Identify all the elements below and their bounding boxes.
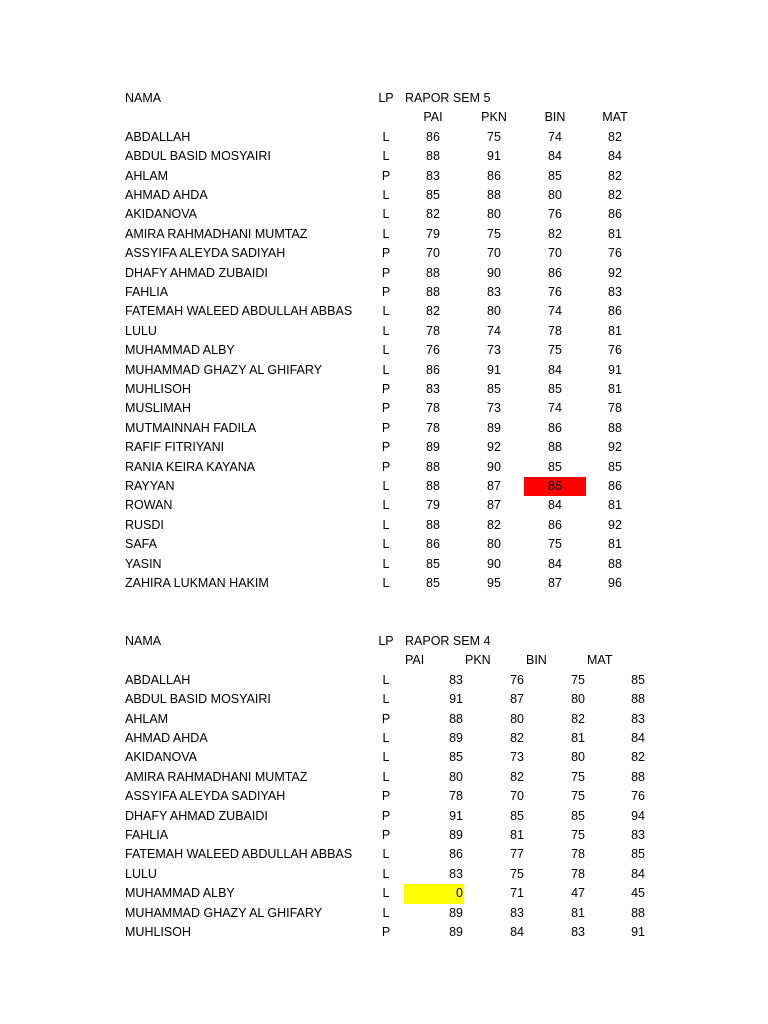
score-mat: 92	[608, 440, 622, 455]
score-bin: 78	[571, 847, 585, 862]
score-pkn: 89	[487, 420, 501, 435]
table-row	[0, 516, 768, 535]
student-name: AMIRA RAHMADHANI MUMTAZ	[125, 226, 308, 241]
score-bin: 76	[548, 285, 562, 299]
student-name: MUHLISOH	[125, 925, 191, 939]
student-name: ABDUL BASID MOSYAIRI	[125, 149, 271, 164]
table-row	[0, 865, 768, 884]
sem5-title-row	[0, 89, 768, 108]
score-mat: 92	[608, 265, 622, 280]
score-mat: 84	[608, 149, 622, 164]
table-row	[0, 477, 768, 496]
gender-code: P	[381, 925, 391, 939]
score-bin: 80	[571, 750, 585, 765]
student-name: FAHLIA	[125, 285, 169, 299]
subject-header-pai: PAI	[405, 653, 425, 668]
score-pai: 89	[426, 440, 440, 455]
score-pkn: 87	[487, 498, 501, 513]
gender-code: L	[382, 886, 390, 901]
table-row	[0, 128, 768, 147]
table-row	[0, 283, 768, 302]
student-name: ROWAN	[125, 498, 173, 513]
score-pkn: 70	[487, 246, 501, 261]
score-pkn: 75	[487, 226, 501, 241]
student-name: MUTMAINNAH FADILA	[125, 420, 257, 435]
score-pai: 88	[426, 149, 440, 164]
score-bin: 84	[548, 149, 562, 164]
score-bin: 74	[548, 129, 562, 144]
student-name: FATEMAH WALEED ABDULLAH ABBAS	[125, 304, 353, 319]
gender-code: L	[382, 750, 390, 765]
gender-code: P	[381, 382, 391, 396]
score-pkn: 73	[487, 401, 501, 416]
score-pkn: 73	[510, 750, 524, 765]
score-pai: 85	[426, 556, 440, 571]
table-row	[0, 923, 768, 942]
student-name: DHAFY AHMAD ZUBAIDI	[125, 808, 268, 823]
table-row	[0, 555, 768, 574]
score-pai: 86	[426, 537, 440, 552]
score-pai: 79	[426, 226, 440, 241]
score-bin: 85	[548, 168, 562, 183]
gender-code: L	[382, 207, 390, 222]
gender-code: P	[381, 459, 391, 474]
score-pkn: 84	[510, 925, 524, 939]
score-pkn: 82	[510, 769, 524, 784]
score-mat: 82	[608, 129, 622, 144]
table-row	[0, 167, 768, 186]
score-pkn: 90	[487, 459, 501, 474]
score-mat: 45	[631, 886, 645, 901]
gender-code: P	[381, 285, 391, 299]
score-pai: 76	[426, 343, 440, 358]
score-mat: 85	[608, 459, 622, 474]
score-pkn: 76	[510, 672, 524, 687]
score-pai: 78	[449, 789, 463, 804]
score-pai: 80	[449, 769, 463, 784]
student-name: ABDUL BASID MOSYAIRI	[125, 692, 271, 707]
gender-code: L	[382, 866, 390, 881]
score-mat: 76	[631, 789, 645, 804]
table-row	[0, 884, 768, 903]
gender-code: L	[382, 129, 390, 144]
gender-code: L	[382, 188, 390, 202]
student-name: YASIN	[125, 556, 162, 571]
gender-code: L	[382, 517, 390, 532]
score-bin: 85	[548, 382, 562, 396]
score-pai: 83	[449, 672, 463, 687]
gender-code: P	[381, 440, 391, 455]
student-name: MUHAMMAD ALBY	[125, 343, 235, 358]
score-mat: 81	[608, 323, 622, 338]
score-pai: 70	[426, 246, 440, 261]
score-pai: 82	[426, 207, 440, 222]
student-name: AHLAM	[125, 168, 169, 183]
score-mat: 76	[608, 246, 622, 261]
gender-code: L	[382, 304, 390, 319]
table-row	[0, 710, 768, 729]
gender-code: L	[382, 537, 390, 552]
score-bin: 74	[548, 304, 562, 319]
table-row	[0, 768, 768, 787]
student-name: RUSDI	[125, 517, 164, 532]
table-row	[0, 748, 768, 767]
score-mat: 85	[631, 672, 645, 687]
table-row	[0, 690, 768, 709]
score-mat: 88	[608, 420, 622, 435]
score-pai: 88	[426, 265, 440, 280]
score-bin: 75	[548, 537, 562, 552]
table-row	[0, 399, 768, 418]
score-bin: 76	[548, 207, 562, 222]
student-name: AMIRA RAHMADHANI MUMTAZ	[125, 769, 308, 784]
student-name: RANIA KEIRA KAYANA	[125, 459, 256, 474]
score-bin: 75	[548, 343, 562, 358]
score-pkn: 91	[487, 362, 501, 377]
table-row	[0, 438, 768, 457]
score-mat: 85	[631, 847, 645, 862]
score-pai: 78	[426, 401, 440, 416]
score-mat: 91	[608, 362, 622, 377]
score-bin: 88	[548, 440, 562, 455]
table-row	[0, 671, 768, 690]
score-pkn: 82	[487, 517, 501, 532]
subject-header-pai: PAI	[423, 110, 443, 125]
score-mat: 96	[608, 576, 622, 590]
score-pkn: 83	[510, 905, 524, 920]
table-row	[0, 205, 768, 224]
sem4-subject-header-row	[0, 651, 768, 670]
gender-code: P	[381, 401, 391, 416]
score-bin: 80	[548, 188, 562, 202]
gender-code: L	[382, 498, 390, 513]
score-pai: 88	[449, 711, 463, 726]
subject-header-bin: BIN	[544, 110, 566, 125]
score-pai: 86	[449, 847, 463, 862]
score-mat: 81	[608, 226, 622, 241]
student-name: LULU	[125, 866, 157, 881]
score-pkn: 73	[487, 343, 501, 358]
score-mat: 91	[631, 925, 645, 939]
subject-header-mat: MAT	[602, 110, 628, 125]
score-mat: 81	[608, 498, 622, 513]
gender-code: P	[381, 711, 391, 726]
student-name: RAYYAN	[125, 479, 175, 493]
student-name: MUHAMMAD GHAZY AL GHIFARY	[125, 362, 323, 377]
score-pkn: 90	[487, 556, 501, 571]
score-bin: 75	[571, 828, 585, 842]
table-row	[0, 807, 768, 826]
score-bin: 84	[548, 556, 562, 571]
score-pai: 82	[426, 304, 440, 319]
student-name: SAFA	[125, 537, 157, 552]
table-row	[0, 147, 768, 166]
score-pai: 85	[449, 750, 463, 765]
gender-code: L	[382, 343, 390, 358]
score-pkn: 75	[487, 129, 501, 144]
score-mat: 88	[631, 692, 645, 707]
subject-header-bin: BIN	[526, 653, 547, 668]
score-pkn: 74	[487, 323, 501, 338]
gender-code: P	[381, 420, 391, 435]
score-pkn: 82	[510, 731, 524, 745]
gender-code: L	[382, 479, 390, 493]
score-pai: 83	[426, 168, 440, 183]
score-bin: 85	[548, 459, 562, 474]
score-bin: 75	[571, 789, 585, 804]
score-bin: 86	[548, 420, 562, 435]
score-mat: 82	[608, 188, 622, 202]
table-row	[0, 845, 768, 864]
table-row	[0, 496, 768, 515]
table-row	[0, 361, 768, 380]
gender-code: P	[381, 789, 391, 804]
score-mat: 86	[608, 207, 622, 222]
score-mat: 86	[608, 479, 622, 493]
score-bin: 83	[571, 925, 585, 939]
gender-code: P	[381, 246, 391, 261]
score-mat: 94	[631, 808, 645, 823]
score-pai: 89	[449, 905, 463, 920]
score-pkn: 71	[510, 886, 524, 901]
name-column-header: NAMA	[125, 634, 162, 648]
score-bin: 74	[548, 401, 562, 416]
table-row	[0, 322, 768, 341]
table-row	[0, 264, 768, 283]
score-pai: 89	[449, 731, 463, 745]
score-bin: 86	[548, 479, 562, 493]
score-mat: 83	[631, 711, 645, 726]
score-mat: 78	[608, 401, 622, 416]
score-mat: 88	[608, 556, 622, 571]
score-pai: 91	[449, 692, 463, 707]
score-pai: 88	[426, 479, 440, 493]
student-name: AKIDANOVA	[125, 207, 198, 222]
sem5-subject-header-row	[0, 108, 768, 127]
score-mat: 84	[631, 731, 645, 745]
subject-header-pkn: PKN	[481, 110, 507, 125]
sem5-report-title: RAPOR SEM 5	[405, 91, 491, 105]
table-row	[0, 458, 768, 477]
gender-code: L	[382, 769, 390, 784]
sem4-report-title: RAPOR SEM 4	[405, 634, 491, 648]
gender-code: L	[382, 556, 390, 571]
score-bin: 75	[571, 672, 585, 687]
score-pkn: 87	[510, 692, 524, 707]
score-bin: 82	[571, 711, 585, 726]
score-bin: 78	[548, 323, 562, 338]
student-name: ZAHIRA LUKMAN HAKIM	[125, 576, 269, 590]
score-mat: 82	[608, 168, 622, 183]
score-pai: 78	[426, 420, 440, 435]
student-name: MUHAMMAD GHAZY AL GHIFARY	[125, 905, 323, 920]
table-row	[0, 225, 768, 244]
score-pkn: 92	[487, 440, 501, 455]
score-pai: 89	[449, 828, 463, 842]
score-pai: 79	[426, 498, 440, 513]
student-name: AKIDANOVA	[125, 750, 198, 765]
score-mat: 88	[631, 769, 645, 784]
student-name: ASSYIFA ALEYDA SADIYAH	[125, 789, 286, 804]
lp-column-header: LP	[378, 91, 394, 105]
score-bin: 84	[548, 362, 562, 377]
student-name: FAHLIA	[125, 828, 169, 842]
score-pai: 86	[426, 362, 440, 377]
student-name: AHMAD AHDA	[125, 188, 208, 202]
table-row	[0, 535, 768, 554]
gender-code: L	[382, 692, 390, 707]
table-row	[0, 904, 768, 923]
score-pai: 85	[426, 576, 440, 590]
gender-code: P	[381, 168, 391, 183]
student-name: LULU	[125, 323, 157, 338]
score-pai: 88	[426, 517, 440, 532]
score-pai: 0	[456, 886, 463, 901]
student-name: MUHLISOH	[125, 382, 191, 396]
student-name: ABDALLAH	[125, 129, 191, 144]
table-row	[0, 302, 768, 321]
score-bin: 47	[571, 886, 585, 901]
score-pkn: 85	[510, 808, 524, 823]
score-bin: 75	[571, 769, 585, 784]
gender-code: L	[382, 672, 390, 687]
score-pkn: 70	[510, 789, 524, 804]
gender-code: L	[382, 362, 390, 377]
score-pkn: 87	[487, 479, 501, 493]
score-pai: 88	[426, 285, 440, 299]
score-mat: 76	[608, 343, 622, 358]
score-mat: 81	[608, 537, 622, 552]
score-pkn: 77	[510, 847, 524, 862]
table-row	[0, 380, 768, 399]
student-name: AHLAM	[125, 711, 169, 726]
student-name: RAFIF FITRIYANI	[125, 440, 225, 455]
score-pai: 85	[426, 188, 440, 202]
score-mat: 83	[631, 828, 645, 842]
table-row	[0, 341, 768, 360]
score-bin: 80	[571, 692, 585, 707]
score-pai: 86	[426, 129, 440, 144]
table-row	[0, 729, 768, 748]
score-pkn: 91	[487, 149, 501, 164]
score-mat: 86	[608, 304, 622, 319]
score-pai: 88	[426, 459, 440, 474]
student-name: ABDALLAH	[125, 672, 191, 687]
score-pkn: 80	[510, 711, 524, 726]
sem4-title-row	[0, 632, 768, 651]
gender-code: L	[382, 576, 390, 590]
score-mat: 82	[631, 750, 645, 765]
table-row	[0, 826, 768, 845]
gender-code: L	[382, 323, 390, 338]
score-bin: 86	[548, 517, 562, 532]
score-bin: 85	[571, 808, 585, 823]
score-pkn: 88	[487, 188, 501, 202]
score-pai: 78	[426, 323, 440, 338]
score-mat: 88	[631, 905, 645, 920]
gender-code: P	[381, 828, 391, 842]
score-mat: 84	[631, 866, 645, 881]
subject-header-pkn: PKN	[465, 653, 491, 668]
gender-code: L	[382, 905, 390, 920]
score-mat: 81	[608, 382, 622, 396]
score-bin: 82	[548, 226, 562, 241]
score-mat: 92	[608, 517, 622, 532]
score-bin: 70	[548, 246, 562, 261]
gender-code: P	[381, 808, 391, 823]
subject-header-mat: MAT	[587, 653, 613, 668]
score-pai: 91	[449, 808, 463, 823]
table-row	[0, 787, 768, 806]
student-name: FATEMAH WALEED ABDULLAH ABBAS	[125, 847, 353, 862]
score-pkn: 90	[487, 265, 501, 280]
table-row	[0, 419, 768, 438]
gender-code: P	[381, 265, 391, 280]
score-bin: 81	[571, 731, 585, 745]
gender-code: L	[382, 847, 390, 862]
name-column-header: NAMA	[125, 91, 162, 105]
student-name: DHAFY AHMAD ZUBAIDI	[125, 265, 268, 280]
student-name: MUHAMMAD ALBY	[125, 886, 235, 901]
score-pkn: 95	[487, 576, 501, 590]
score-pkn: 83	[487, 285, 501, 299]
score-pkn: 80	[487, 207, 501, 222]
student-name: MUSLIMAH	[125, 401, 191, 416]
score-pkn: 86	[487, 168, 501, 183]
student-name: ASSYIFA ALEYDA SADIYAH	[125, 246, 286, 261]
score-pkn: 80	[487, 537, 501, 552]
score-bin: 78	[571, 866, 585, 881]
lp-column-header: LP	[378, 634, 394, 648]
gender-code: L	[382, 149, 390, 164]
score-pkn: 75	[510, 866, 524, 881]
gender-code: L	[382, 226, 390, 241]
score-pkn: 80	[487, 304, 501, 319]
table-row	[0, 186, 768, 205]
score-bin: 87	[548, 576, 562, 590]
table-row	[0, 244, 768, 263]
score-pai: 83	[449, 866, 463, 881]
score-mat: 83	[608, 285, 622, 299]
score-bin: 81	[571, 905, 585, 920]
score-pkn: 85	[487, 382, 501, 396]
score-bin: 86	[548, 265, 562, 280]
score-pai: 83	[426, 382, 440, 396]
score-pkn: 81	[510, 828, 524, 842]
student-name: AHMAD AHDA	[125, 731, 208, 745]
table-row	[0, 574, 768, 593]
score-pai: 89	[449, 925, 463, 939]
gender-code: L	[382, 731, 390, 745]
score-bin: 84	[548, 498, 562, 513]
